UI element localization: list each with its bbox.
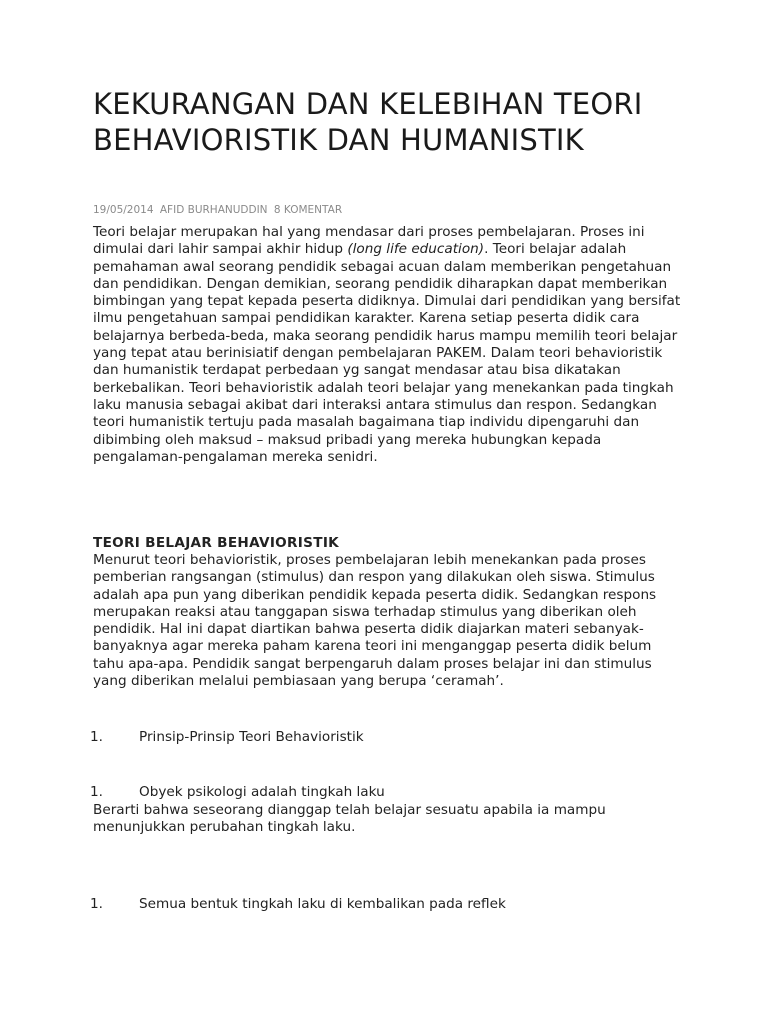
list-explanation: Berarti bahwa seseorang dianggap telah belajar sesuatu apabila ia mampu menunjukkan perubahan tingkah laku. (93, 802, 606, 836)
intro-italic-term: (long life education) (347, 241, 485, 258)
intro-paragraph (93, 224, 683, 466)
post-author: AFID BURHANUDDIN (159, 204, 268, 216)
intro-text-start: Teori belajar merupakan hal yang mendasar dari proses pembelajaran. Proses ini dimulai dari lahir sampai akhir hidup (93, 224, 645, 258)
article-title: KEKURANGAN DAN KELEBIHAN TEORI BEHAVIORISTIK DAN HUMANISTIK (93, 87, 643, 157)
section-paragraph: Menurut teori behavioristik, proses pembelajaran lebih menekankan pada proses pemberian rangsangan (stimulus) dan respon yang dilakukan oleh siswa. Stimulus adalah apa pun yang diberikan pendidik kepada peserta didik. Sedangkan respons merupakan reaksi atau tanggapan siswa terhadap stimulus yang diberikan oleh pendidik. Hal ini dapat diartikan bahwa peserta didik diajarkan materi sebanyak-banyaknya agar mereka paham karena teori ini menganggap peserta didik belum tahu apa-apa. Pendidik sangat berpengaruh dalam proses belajar ini dan stimulus yang diberikan melalui pembiasaan yang berupa ‘ceramah’. (93, 552, 657, 690)
comment-count: 8 KOMENTAR (273, 204, 343, 216)
list-text: Semua bentuk tingkah laku di kembalikan pada reflek (139, 896, 506, 912)
list-number: 1. (90, 896, 103, 912)
section-heading: TEORI BELAJAR BEHAVIORISTIK (93, 535, 340, 551)
list-text: Obyek psikologi adalah tingkah laku (139, 784, 385, 800)
list-text: Prinsip-Prinsip Teori Behavioristik (139, 729, 364, 745)
article-meta (93, 203, 345, 217)
list-number: 1. (90, 784, 103, 800)
intro-text-end: . Teori belajar adalah pemahaman awal seorang pendidik sebagai acuan dalam memberikan pengetahuan dan pendidikan. Dengan demikian, seorang pendidik diharapkan dapat memberikan bimbingan yang tepat kepada peserta didiknya. Dimulai dari pendidikan yang bersifat ilmu pengetahuan sampai pendidikan karakter. Karena setiap peserta didik cara belajarnya berbeda-beda, maka seorang pendidik harus mampu memilih teori belajar yang tepat atau berinisiatif dengan pembelajaran PAKEM. Dalam teori behavioristik dan humanistik terdapat perbedaan yg sangat mendasar atau bisa dikatakan berkebalikan. Teori behavioristik adalah teori belajar yang menekankan pada tingkah laku manusia sebagai akibat dari interaksi antara stimulus dan respon. Sedangkan teori humanistik tertuju pada masalah bagaimana tiap individu dipengaruhi dan dibimbing oleh maksud – maksud pribadi yang mereka hubungkan kepada pengalaman-pengalaman mereka senidri. (93, 241, 681, 465)
list-number: 1. (90, 729, 103, 745)
post-date: 19/05/2014 (93, 204, 154, 216)
